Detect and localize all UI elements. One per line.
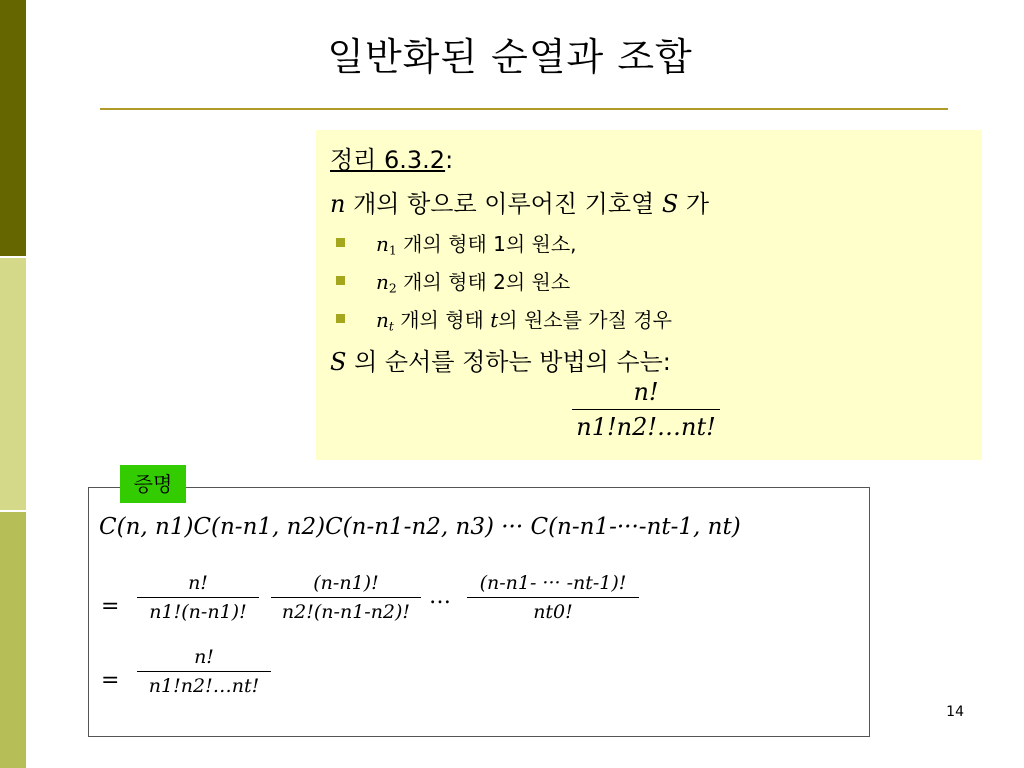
fraction-2: (n-n1)! n2!(n-n1-n2)! [271, 572, 421, 623]
fraction-3: (n-n1- ··· -nt-1)! nt0! [467, 572, 639, 623]
ellipsis: … [429, 584, 451, 609]
fraction-final: n! n1!n2!…nt! [137, 646, 271, 697]
fraction-1: n! n1!(n-n1)! [137, 572, 259, 623]
theorem-conclusion: S 의 순서를 정하는 방법의 수는: [330, 348, 671, 376]
sidebar-divider [0, 256, 26, 258]
equals-sign: = [101, 668, 120, 693]
bullet-item-1: $n_1$ 개의 형태 1의 원소, [376, 232, 577, 258]
bullet-item-3: $n_t$ 개의 형태 t의 원소를 가질 경우 [376, 308, 672, 334]
sidebar-dark-band [0, 0, 26, 256]
sidebar-light-band [0, 256, 26, 512]
theorem-line1: n 개의 항으로 이루어진 기호열 S 가 [330, 190, 710, 218]
proof-equation-1: C(n, n1)C(n-n1, n2)C(n-n1-n2, n3) ··· C(n-n1-···-nt-1, nt) [99, 514, 741, 540]
bullet-marker [336, 314, 345, 323]
sidebar-divider [0, 510, 26, 512]
bullet-marker [336, 238, 345, 247]
proof-badge: 증명 [120, 465, 186, 503]
formula-denominator: n1!n2!…nt! [576, 413, 716, 441]
bullet-item-2: $n_2$ 개의 형태 2의 원소 [376, 270, 571, 296]
theorem-box [316, 130, 982, 460]
proof-box [88, 487, 870, 737]
theorem-label-text: 정리 6.3.2 [330, 146, 446, 174]
title-rule [100, 108, 948, 110]
formula-numerator: n! [633, 378, 659, 406]
theorem-label: 정리 6.3.2: [330, 146, 454, 174]
sidebar-mid-band [0, 512, 26, 768]
bullet-marker [336, 276, 345, 285]
slide-title: 일반화된 순열과 조합 [327, 35, 693, 79]
theorem-formula [572, 378, 720, 441]
equals-sign: = [101, 594, 120, 619]
page-number: 14 [946, 704, 964, 720]
sidebar-decoration [0, 0, 26, 768]
